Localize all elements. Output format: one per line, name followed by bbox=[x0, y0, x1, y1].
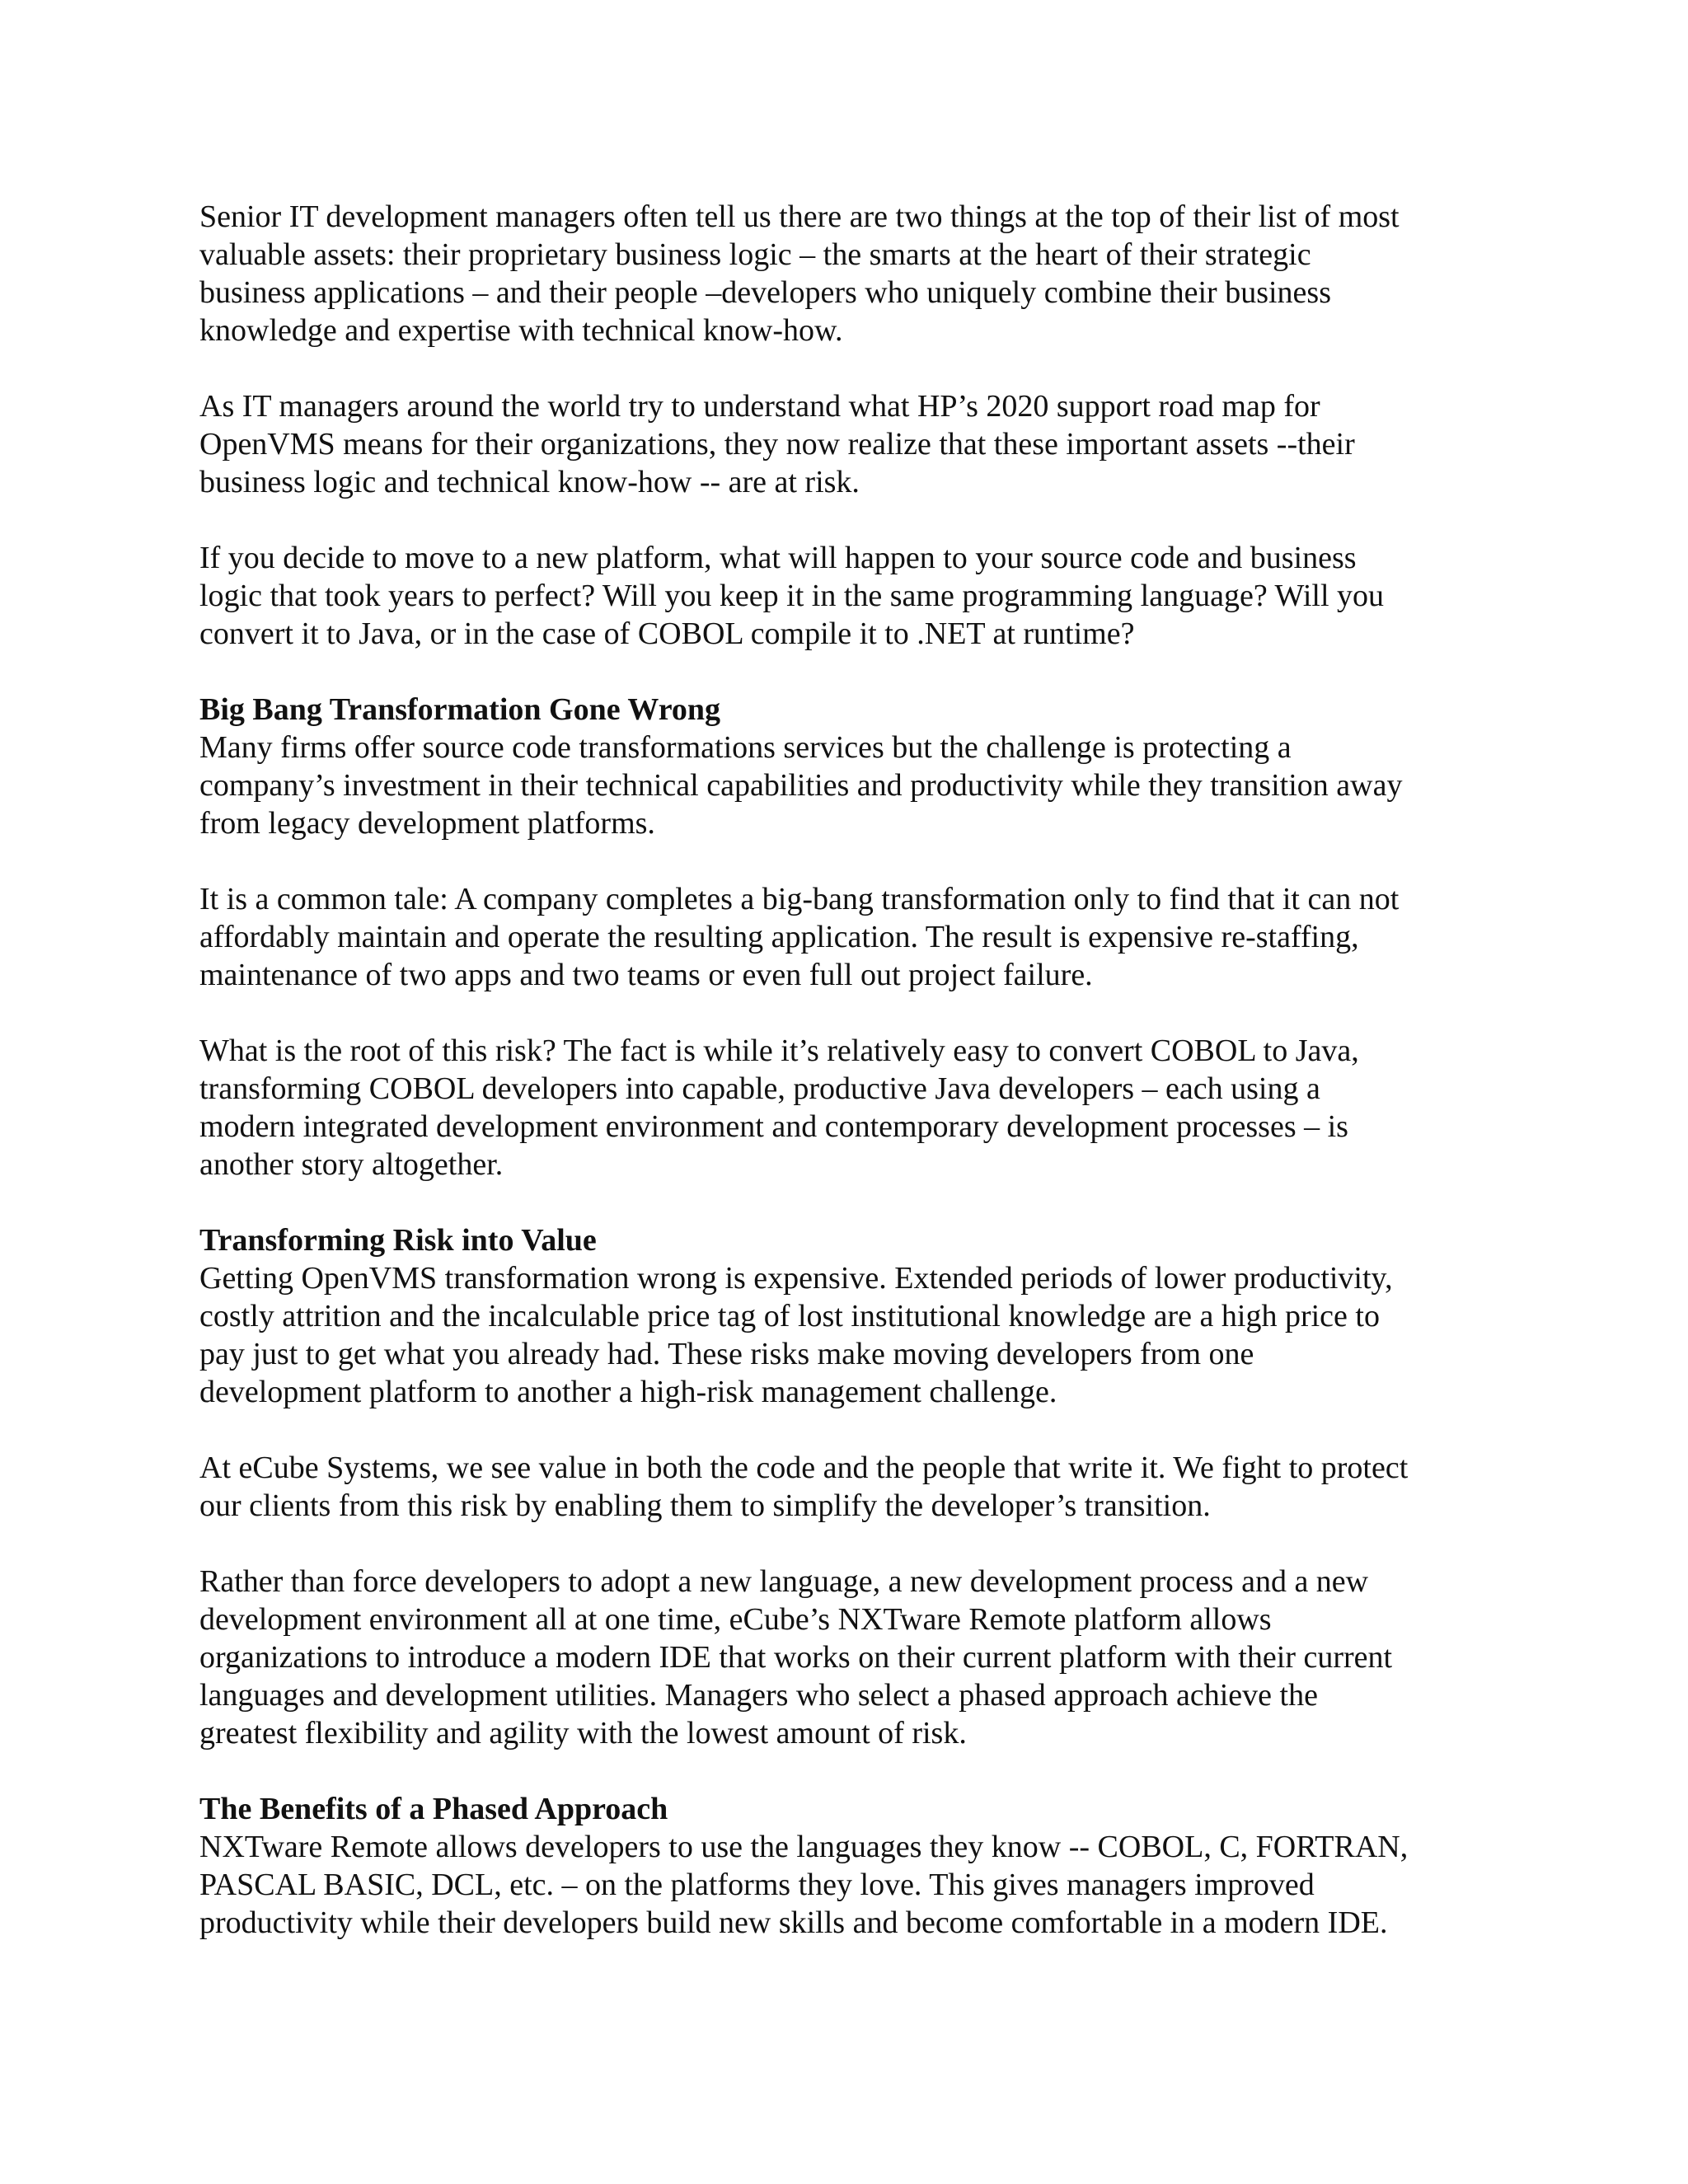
text-line: company’s investment in their technical capabilities and productivity while they transition away bbox=[199, 768, 1403, 803]
text-line: What is the root of this risk? The fact is while it’s relatively easy to convert COBOL to Java, bbox=[199, 1033, 1359, 1068]
section-heading: Big Bang Transformation Gone Wrong bbox=[199, 692, 721, 727]
text-line: productivity while their developers build new skills and become comfortable in a modern IDE. bbox=[199, 1905, 1388, 1940]
text-line: Senior IT development managers often tell us there are two things at the top of their list of most bbox=[199, 199, 1400, 234]
section-heading: Transforming Risk into Value bbox=[199, 1223, 597, 1258]
text-line: another story altogether. bbox=[199, 1147, 504, 1182]
text-line: maintenance of two apps and two teams or even full out project failure. bbox=[199, 958, 1093, 992]
text-line: business logic and technical know-how -- are at risk. bbox=[199, 465, 860, 499]
text-line: convert it to Java, or in the case of COBOL compile it to .NET at runtime? bbox=[199, 616, 1135, 651]
document-page bbox=[199, 198, 1518, 1980]
text-line: transforming COBOL developers into capable, productive Java developers – each using a bbox=[199, 1071, 1320, 1106]
paragraph-rather-than bbox=[199, 1563, 1518, 1752]
text-line: pay just to get what you already had. These risks make moving developers from one bbox=[199, 1337, 1254, 1371]
paragraph-new-platform bbox=[199, 539, 1518, 653]
text-line: Getting OpenVMS transformation wrong is expensive. Extended periods of lower productivity, bbox=[199, 1261, 1393, 1296]
section-big-bang bbox=[199, 691, 1518, 842]
paragraph-root-risk bbox=[199, 1032, 1518, 1183]
text-line: Rather than force developers to adopt a new language, a new development process and a new bbox=[199, 1564, 1369, 1599]
text-line: OpenVMS means for their organizations, they now realize that these important assets --their bbox=[199, 427, 1355, 462]
text-line: logic that took years to perfect? Will you keep it in the same programming language? Will you bbox=[199, 579, 1385, 613]
section-risk-value bbox=[199, 1221, 1518, 1411]
text-line: PASCAL BASIC, DCL, etc. – on the platforms they love. This gives managers improved bbox=[199, 1868, 1315, 1902]
paragraph-ecube bbox=[199, 1449, 1518, 1525]
text-line: languages and development utilities. Managers who select a phased approach achieve the bbox=[199, 1678, 1318, 1713]
text-line: NXTware Remote allows developers to use the languages they know -- COBOL, C, FORTRAN, bbox=[199, 1830, 1409, 1864]
paragraph-intro bbox=[199, 198, 1518, 349]
text-line: At eCube Systems, we see value in both the code and the people that write it. We fight to protect bbox=[199, 1451, 1409, 1485]
text-line: from legacy development platforms. bbox=[199, 806, 655, 841]
text-line: knowledge and expertise with technical know-how. bbox=[199, 313, 843, 348]
text-line: affordably maintain and operate the resulting application. The result is expensive re-staffing, bbox=[199, 920, 1359, 954]
text-line: It is a common tale: A company completes a big-bang transformation only to find that it can not bbox=[199, 882, 1400, 916]
text-line: modern integrated development environment and contemporary development processes – is bbox=[199, 1109, 1348, 1144]
text-line: business applications – and their people –developers who uniquely combine their business bbox=[199, 275, 1331, 310]
section-phased-approach bbox=[199, 1790, 1518, 1942]
section-heading: The Benefits of a Phased Approach bbox=[199, 1792, 668, 1826]
paragraph-common-tale bbox=[199, 880, 1518, 994]
text-line: greatest flexibility and agility with the lowest amount of risk. bbox=[199, 1716, 967, 1750]
text-line: development platform to another a high-risk management challenge. bbox=[199, 1375, 1057, 1409]
text-line: As IT managers around the world try to understand what HP’s 2020 support road map for bbox=[199, 389, 1320, 424]
text-line: organizations to introduce a modern IDE that works on their current platform with their current bbox=[199, 1640, 1393, 1675]
text-line: If you decide to move to a new platform, what will happen to your source code and business bbox=[199, 541, 1357, 575]
paragraph-roadmap bbox=[199, 387, 1518, 501]
text-line: valuable assets: their proprietary business logic – the smarts at the heart of their strategic bbox=[199, 237, 1311, 272]
text-line: development environment all at one time, eCube’s NXTware Remote platform allows bbox=[199, 1602, 1272, 1637]
text-line: Many firms offer source code transformations services but the challenge is protecting a bbox=[199, 730, 1292, 765]
text-line: costly attrition and the incalculable price tag of lost institutional knowledge are a high price to bbox=[199, 1299, 1380, 1333]
text-line: our clients from this risk by enabling them to simplify the developer’s transition. bbox=[199, 1488, 1211, 1523]
